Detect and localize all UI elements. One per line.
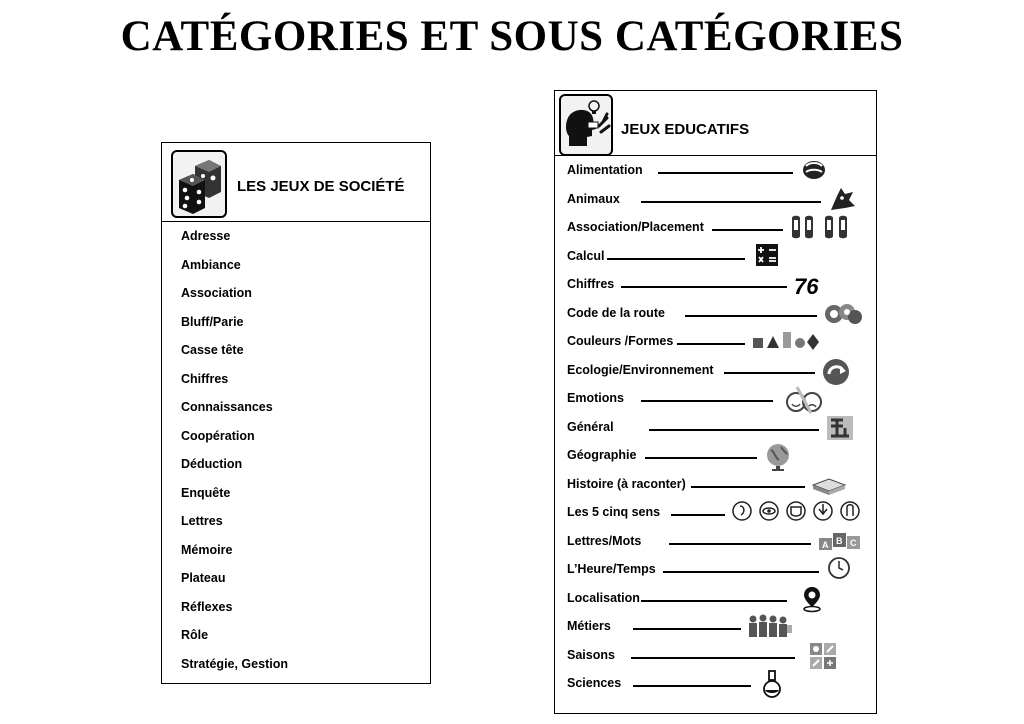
leader-line xyxy=(645,457,757,459)
educational-category-label: Géographie xyxy=(567,448,637,462)
book-icon xyxy=(811,471,847,502)
five-senses-icon xyxy=(731,499,861,528)
educational-category-row xyxy=(555,676,876,704)
board-game-category-item: Lettres xyxy=(181,514,223,528)
svg-text:C: C xyxy=(850,537,857,548)
numbers-icon xyxy=(793,271,819,304)
educational-category-label: Métiers xyxy=(567,619,611,633)
educational-category-label: Animaux xyxy=(567,191,620,206)
board-game-category-item: Adresse xyxy=(181,229,231,243)
road-signs-icon xyxy=(823,300,863,333)
board-game-category-item: Plateau xyxy=(181,571,226,585)
educational-category-label: Chiffres xyxy=(567,277,615,291)
board-game-category-item: Chiffres xyxy=(181,371,229,386)
educational-category-label: Emotions xyxy=(567,391,624,405)
seasons-icon xyxy=(809,642,837,675)
educational-category-row xyxy=(555,562,876,590)
leader-line xyxy=(671,514,725,516)
board-game-category-item: Mémoire xyxy=(181,542,233,557)
board-game-category-item: Ambiance xyxy=(181,257,241,272)
calculator-icon xyxy=(755,243,779,272)
board-game-category-item: Enquête xyxy=(181,485,231,500)
leader-line xyxy=(607,258,745,260)
educational-category-label: Les 5 cinq sens xyxy=(567,505,661,519)
leader-line xyxy=(621,286,787,288)
footprints-icon xyxy=(789,214,855,245)
leader-line xyxy=(658,172,793,174)
educational-category-row xyxy=(555,363,876,391)
food-icon xyxy=(799,157,829,188)
educational-category-label: Général xyxy=(567,419,614,434)
leader-line xyxy=(669,543,811,545)
board-game-category-item: Bluff/Parie xyxy=(181,314,244,329)
board-games-panel xyxy=(161,142,431,684)
educational-category-label: L’Heure/Temps xyxy=(567,562,656,576)
leader-line xyxy=(633,685,751,687)
svg-text:76: 76 xyxy=(794,274,819,299)
svg-text:A: A xyxy=(822,539,829,550)
educational-category-label: Localisation xyxy=(567,590,640,605)
leader-line xyxy=(633,628,741,630)
leader-line xyxy=(641,600,787,602)
board-games-title: LES JEUX DE SOCIÉTÉ xyxy=(237,178,405,195)
board-game-category-item: Déduction xyxy=(181,457,243,471)
thinking-head-icon xyxy=(559,94,613,156)
general-icon xyxy=(825,414,855,447)
leader-line xyxy=(691,486,805,488)
professions-icon xyxy=(747,613,793,644)
svg-text:B: B xyxy=(836,535,843,546)
educational-category-row xyxy=(555,420,876,448)
educational-category-row xyxy=(555,591,876,619)
educational-category-label: Calcul xyxy=(567,248,605,263)
educational-games-header xyxy=(555,91,876,156)
flask-icon xyxy=(761,670,783,703)
shapes-icon xyxy=(751,328,821,357)
leader-line xyxy=(649,429,819,431)
recycle-icon xyxy=(821,357,851,392)
leader-line xyxy=(685,315,817,317)
leader-line xyxy=(631,657,795,659)
educational-category-label: Ecologie/Environnement xyxy=(567,362,714,377)
board-game-category-item: Casse tête xyxy=(181,343,244,357)
educational-category-label: Couleurs /Formes xyxy=(567,334,674,348)
leader-line xyxy=(712,229,783,231)
leader-line xyxy=(641,201,821,203)
leader-line xyxy=(641,400,773,402)
board-game-category-item: Réflexes xyxy=(181,599,233,614)
educational-category-label: Association/Placement xyxy=(567,220,704,234)
educational-games-title: JEUX EDUCATIFS xyxy=(621,121,750,138)
educational-category-label: Lettres/Mots xyxy=(567,533,642,548)
educational-category-label: Histoire (à raconter) xyxy=(567,476,686,491)
educational-category-row xyxy=(555,306,876,334)
leader-line xyxy=(724,372,815,374)
leader-line xyxy=(663,571,819,573)
educational-category-label: Alimentation xyxy=(567,163,643,177)
globe-icon xyxy=(763,442,793,477)
board-games-header xyxy=(162,143,430,222)
educational-category-label: Sciences xyxy=(567,676,622,690)
board-game-category-item: Stratégie, Gestion xyxy=(181,656,288,671)
educational-category-label: Saisons xyxy=(567,647,615,662)
emotions-icon xyxy=(785,385,825,420)
board-game-category-item: Association xyxy=(181,286,252,300)
animal-icon xyxy=(827,186,857,217)
educational-category-row xyxy=(555,220,876,248)
leader-line xyxy=(677,343,745,345)
dice-icon xyxy=(171,150,227,218)
board-game-category-item: Connaissances xyxy=(181,400,273,414)
educational-category-row xyxy=(555,249,876,277)
educational-category-label: Code de la route xyxy=(567,305,665,320)
page-title: CATÉGORIES ET SOUS CATÉGORIES xyxy=(120,13,904,60)
clock-icon xyxy=(827,556,851,585)
educational-category-row xyxy=(555,648,876,676)
abc-blocks-icon xyxy=(817,528,863,557)
board-game-category-item: Coopération xyxy=(181,428,255,443)
educational-games-panel xyxy=(554,90,877,714)
location-pin-icon xyxy=(801,585,823,618)
board-game-category-item: Rôle xyxy=(181,628,209,642)
